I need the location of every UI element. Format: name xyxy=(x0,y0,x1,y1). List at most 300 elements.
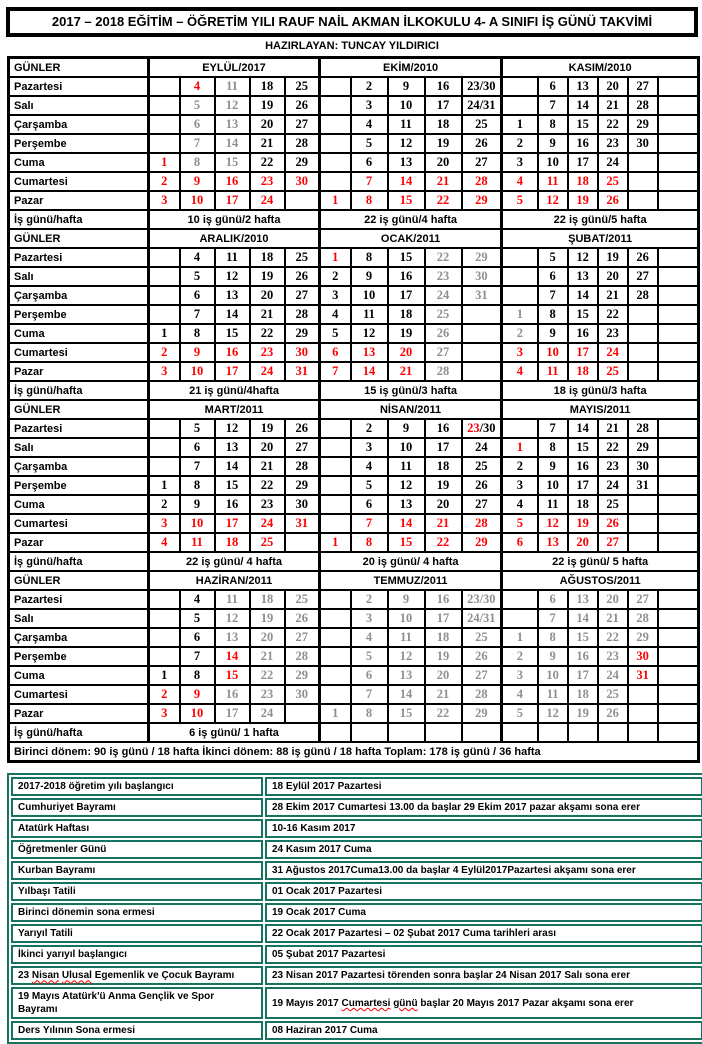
calendar-day-cell: 2 xyxy=(351,77,388,96)
calendar-day-cell: 18 xyxy=(250,77,285,96)
calendar-day-cell: 7 xyxy=(320,362,351,381)
calendar-day-cell: 14 xyxy=(568,96,598,115)
calendar-day-cell: 18 xyxy=(215,533,250,552)
calendar-day-cell: 7 xyxy=(351,514,388,533)
event-row xyxy=(11,903,702,922)
calendar-day-cell: 16 xyxy=(568,324,598,343)
calendar-day-cell xyxy=(658,153,699,172)
event-row xyxy=(11,777,702,796)
calendar-day-cell: 25 xyxy=(250,533,285,552)
calendar-day-cell xyxy=(658,96,699,115)
calendar-day-cell: 22 xyxy=(425,191,462,210)
calendar-day-cell: 30 xyxy=(285,343,320,362)
calendar-day-cell: 15 xyxy=(388,191,425,210)
calendar-day-cell xyxy=(658,457,699,476)
calendar-day-cell: 29 xyxy=(462,191,502,210)
calendar-day-cell: 28 xyxy=(285,457,320,476)
calendar-day-cell: 20 xyxy=(250,628,285,647)
calendar-day-cell xyxy=(149,590,180,609)
calendar-day-cell xyxy=(149,457,180,476)
calendar-day-cell: 28 xyxy=(462,514,502,533)
calendar-day-cell: 18 xyxy=(250,248,285,267)
calendar-day-cell: 19 xyxy=(250,96,285,115)
calendar-day-cell: 24/31 xyxy=(462,96,502,115)
calendar-day-cell: 18 xyxy=(568,172,598,191)
calendar-day-cell: 19 xyxy=(598,248,628,267)
calendar-day-cell: 9 xyxy=(180,172,215,191)
calendar-day-cell: 6 xyxy=(538,590,568,609)
calendar-day-cell: 16 xyxy=(425,419,462,438)
calendar-day-cell: 27 xyxy=(628,77,658,96)
spellcheck-wavy-word: Nisan xyxy=(31,970,60,982)
calendar-day-row xyxy=(9,495,699,514)
event-row xyxy=(11,924,702,943)
calendar-day-cell: 12 xyxy=(388,134,425,153)
calendar-day-cell: 26 xyxy=(462,476,502,495)
calendar-day-row xyxy=(9,647,699,666)
calendar-day-cell xyxy=(628,191,658,210)
period-summary: Birinci dönem: 90 iş günü / 18 hafta İkinci dönem: 88 iş günü / 18 hafta Toplam: 178 iş günü / 36 hafta xyxy=(9,742,699,762)
calendar-day-cell: 27 xyxy=(462,495,502,514)
calendar-day-cell: 26 xyxy=(425,324,462,343)
calendar-day-cell: 13 xyxy=(568,267,598,286)
calendar-day-cell: 20 xyxy=(425,153,462,172)
calendar-day-cell: 6 xyxy=(538,267,568,286)
calendar-day-cell: 6 xyxy=(180,438,215,457)
calendar-day-cell: 22 xyxy=(425,533,462,552)
calendar-day-cell: 6 xyxy=(502,533,538,552)
calendar-day-cell: 22 xyxy=(250,476,285,495)
calendar-day-cell: 29 xyxy=(285,324,320,343)
calendar-day-cell: 14 xyxy=(215,457,250,476)
event-row xyxy=(11,966,702,985)
calendar-day-cell: 18 xyxy=(425,457,462,476)
calendar-day-cell: 11 xyxy=(538,495,568,514)
calendar-day-cell: 26 xyxy=(598,514,628,533)
calendar-day-cell: 9 xyxy=(351,267,388,286)
events-table xyxy=(7,773,702,1044)
calendar-day-cell: 9 xyxy=(538,647,568,666)
event-value-cell: 28 Ekim 2017 Cumartesi 13.00 da başlar 29 Ekim 2017 pazar akşamı sona erer xyxy=(265,798,702,817)
calendar-day-cell: 2 xyxy=(320,267,351,286)
calendar-day-cell: 27 xyxy=(285,286,320,305)
event-value-cell: 23 Nisan 2017 Pazartesi törenden sonra başlar 24 Nisan 2017 Salı sona erer xyxy=(265,966,702,985)
calendar-day-cell xyxy=(658,134,699,153)
calendar-day-cell xyxy=(149,628,180,647)
calendar-day-cell xyxy=(320,495,351,514)
calendar-day-cell: 14 xyxy=(215,647,250,666)
calendar-day-cell xyxy=(149,305,180,324)
calendar-day-row xyxy=(9,191,699,210)
calendar-day-cell: 27 xyxy=(285,115,320,134)
calendar-day-cell: 23 xyxy=(250,343,285,362)
calendar-day-cell: 20 xyxy=(250,115,285,134)
calendar-day-cell: 23/30 xyxy=(462,590,502,609)
calendar-day-cell: 25 xyxy=(285,248,320,267)
calendar-day-row xyxy=(9,666,699,685)
calendar-day-cell: 19 xyxy=(250,267,285,286)
month-header: NİSAN/2011 xyxy=(320,400,502,419)
day-row-label: Perşembe xyxy=(9,476,149,495)
calendar-day-cell xyxy=(658,533,699,552)
calendar-day-cell: 21 xyxy=(250,457,285,476)
month-header: EKİM/2010 xyxy=(320,58,502,78)
day-row-label: Pazartesi xyxy=(9,419,149,438)
day-row-label: Cuma xyxy=(9,324,149,343)
calendar-day-cell: 11 xyxy=(215,77,250,96)
calendar-header-row xyxy=(9,58,699,78)
calendar-day-cell: 21 xyxy=(425,172,462,191)
calendar-day-row xyxy=(9,343,699,362)
calendar-day-cell: 4 xyxy=(320,305,351,324)
calendar-day-cell: 3 xyxy=(502,343,538,362)
calendar-day-row xyxy=(9,153,699,172)
event-value-cell: 10-16 Kasım 2017 xyxy=(265,819,702,838)
calendar-day-cell: 8 xyxy=(351,248,388,267)
workday-empty-cell xyxy=(320,723,351,742)
calendar-day-cell: 2 xyxy=(502,457,538,476)
calendar-day-cell: 25 xyxy=(425,305,462,324)
calendar-day-cell: 17 xyxy=(215,704,250,723)
calendar-day-row xyxy=(9,685,699,704)
calendar-day-cell: 19 xyxy=(425,134,462,153)
workday-row-label: İş günü/hafta xyxy=(9,552,149,571)
calendar-day-cell: 26 xyxy=(285,267,320,286)
calendar-day-cell: 6 xyxy=(351,153,388,172)
calendar-day-cell: 31 xyxy=(628,666,658,685)
calendar-day-cell: 10 xyxy=(388,609,425,628)
calendar-day-cell: 16 xyxy=(215,343,250,362)
calendar-day-cell: 16 xyxy=(215,495,250,514)
event-row xyxy=(11,945,702,964)
event-value-cell: 22 Ocak 2017 Pazartesi – 02 Şubat 2017 Cuma tarihleri arası xyxy=(265,924,702,943)
calendar-day-cell: 30 xyxy=(628,457,658,476)
calendar-day-cell xyxy=(658,115,699,134)
calendar-day-cell: 10 xyxy=(180,514,215,533)
calendar-day-cell: 8 xyxy=(538,628,568,647)
calendar-day-cell: 30 xyxy=(285,495,320,514)
calendar-day-cell: 27 xyxy=(628,590,658,609)
calendar-day-cell: 5 xyxy=(502,191,538,210)
calendar-day-cell: 15 xyxy=(568,438,598,457)
calendar-day-cell: 10 xyxy=(351,286,388,305)
calendar-day-cell: 25 xyxy=(598,495,628,514)
calendar-day-cell: 5 xyxy=(180,96,215,115)
calendar-day-cell: 22 xyxy=(425,248,462,267)
calendar-day-cell: 6 xyxy=(180,286,215,305)
calendar-day-cell xyxy=(628,495,658,514)
calendar-day-cell: 19 xyxy=(425,476,462,495)
day-row-label: Çarşamba xyxy=(9,457,149,476)
calendar-day-cell: 4 xyxy=(351,115,388,134)
calendar-day-cell: 17 xyxy=(215,514,250,533)
calendar-day-cell: 15 xyxy=(388,248,425,267)
calendar-day-cell: 9 xyxy=(538,457,568,476)
calendar-day-cell xyxy=(462,324,502,343)
event-label-cell: Cumhuriyet Bayramı xyxy=(11,798,263,817)
calendar-day-cell xyxy=(628,362,658,381)
calendar-day-cell: 21 xyxy=(425,514,462,533)
calendar-day-row xyxy=(9,115,699,134)
calendar-day-cell: 17 xyxy=(388,286,425,305)
calendar-day-cell xyxy=(320,647,351,666)
calendar-day-cell: 10 xyxy=(538,666,568,685)
calendar-day-cell xyxy=(658,609,699,628)
calendar-day-cell: 30 xyxy=(462,267,502,286)
calendar-day-cell xyxy=(320,685,351,704)
calendar-day-cell: 14 xyxy=(568,419,598,438)
calendar-day-cell: 15 xyxy=(568,305,598,324)
calendar-day-cell: 17 xyxy=(568,476,598,495)
calendar-day-cell: 4 xyxy=(180,248,215,267)
calendar-day-cell: 27 xyxy=(598,533,628,552)
day-row-label: Pazartesi xyxy=(9,590,149,609)
calendar-day-cell: 3 xyxy=(149,514,180,533)
calendar-day-cell xyxy=(628,153,658,172)
calendar-day-cell: 18 xyxy=(425,115,462,134)
workday-row-label: İş günü/hafta xyxy=(9,210,149,229)
event-row xyxy=(11,1021,702,1040)
calendar-day-cell: 2 xyxy=(149,685,180,704)
calendar-day-cell: 1 xyxy=(502,305,538,324)
calendar-day-cell: 8 xyxy=(180,476,215,495)
calendar-day-cell: 5 xyxy=(538,248,568,267)
calendar-day-cell: 13 xyxy=(538,533,568,552)
calendar-day-cell: 3 xyxy=(149,704,180,723)
calendar-day-cell: 4 xyxy=(502,495,538,514)
calendar-day-cell: 12 xyxy=(568,248,598,267)
calendar-day-cell: 1 xyxy=(149,324,180,343)
calendar-day-cell: 28 xyxy=(628,419,658,438)
event-row xyxy=(11,861,702,880)
calendar-day-cell: 3 xyxy=(320,286,351,305)
calendar-day-cell: 23 xyxy=(598,134,628,153)
day-number: 23 xyxy=(467,420,480,435)
calendar-day-cell: 25 xyxy=(285,590,320,609)
calendar-day-cell: 24 xyxy=(250,704,285,723)
workday-summary-row xyxy=(9,723,699,742)
day-row-label: Cumartesi xyxy=(9,685,149,704)
calendar-day-cell: 20 xyxy=(598,267,628,286)
calendar-day-cell xyxy=(628,704,658,723)
calendar-day-cell: 4 xyxy=(502,685,538,704)
calendar-day-cell xyxy=(502,590,538,609)
calendar-day-cell: 3 xyxy=(502,476,538,495)
month-header: MART/2011 xyxy=(149,400,320,419)
calendar-day-cell: 18 xyxy=(425,628,462,647)
calendar-day-cell: 6 xyxy=(351,666,388,685)
period-summary-row xyxy=(9,742,699,762)
calendar-day-cell: 15 xyxy=(568,628,598,647)
calendar-day-row xyxy=(9,134,699,153)
calendar-day-cell xyxy=(502,419,538,438)
calendar-day-cell: 8 xyxy=(351,533,388,552)
calendar-day-cell: 18 xyxy=(568,362,598,381)
calendar-day-cell: 7 xyxy=(538,286,568,305)
calendar-day-cell: 27 xyxy=(285,628,320,647)
workday-empty-cell xyxy=(598,723,628,742)
workday-summary-cell: 18 iş günü/3 hafta xyxy=(502,381,699,400)
calendar-day-cell xyxy=(658,191,699,210)
calendar-day-cell: 8 xyxy=(180,666,215,685)
calendar-day-cell: 12 xyxy=(215,419,250,438)
calendar-day-cell: 3 xyxy=(149,191,180,210)
calendar-day-cell: 7 xyxy=(538,419,568,438)
calendar-day-cell: 31 xyxy=(628,476,658,495)
calendar-day-cell: 9 xyxy=(180,495,215,514)
page-title: 2017 – 2018 EĞİTİM – ÖĞRETİM YILI RAUF NAİL AKMAN İLKOKULU 4- A SINIFI İŞ GÜNÜ TAKVİMİ xyxy=(7,8,697,36)
days-header-cell: GÜNLER xyxy=(9,571,149,590)
calendar-day-cell xyxy=(658,590,699,609)
calendar-day-cell: 19 xyxy=(568,191,598,210)
calendar-day-cell: 22 xyxy=(598,438,628,457)
calendar-day-cell xyxy=(502,77,538,96)
month-header: EYLÜL/2017 xyxy=(149,58,320,78)
calendar-day-cell: 19 xyxy=(568,514,598,533)
calendar-day-cell: 25 xyxy=(285,77,320,96)
calendar-day-cell: 20 xyxy=(425,666,462,685)
calendar-day-cell: 2 xyxy=(149,172,180,191)
calendar-day-cell: 1 xyxy=(320,191,351,210)
days-header-cell: GÜNLER xyxy=(9,58,149,78)
calendar-day-cell: 30 xyxy=(628,134,658,153)
calendar-day-cell: 24 xyxy=(598,666,628,685)
calendar-day-cell: 26 xyxy=(462,647,502,666)
calendar-day-cell: 4 xyxy=(180,590,215,609)
calendar-day-cell: 16 xyxy=(568,647,598,666)
calendar-day-cell: 4 xyxy=(502,172,538,191)
workday-summary-row xyxy=(9,210,699,229)
calendar-day-cell: 31 xyxy=(285,514,320,533)
calendar-day-cell: 19 xyxy=(568,704,598,723)
calendar-day-cell xyxy=(285,704,320,723)
workday-row-label: İş günü/hafta xyxy=(9,723,149,742)
calendar-day-cell xyxy=(320,419,351,438)
calendar-day-cell: 21 xyxy=(598,286,628,305)
calendar-day-cell: 29 xyxy=(462,704,502,723)
calendar-day-cell: 14 xyxy=(215,134,250,153)
calendar-day-cell: 8 xyxy=(538,305,568,324)
calendar-day-row xyxy=(9,476,699,495)
workday-empty-cell xyxy=(628,723,658,742)
spellcheck-wavy-word: Ulusal xyxy=(61,970,92,982)
calendar-day-cell: 19 xyxy=(388,324,425,343)
calendar-day-cell: 10 xyxy=(180,191,215,210)
calendar-day-cell xyxy=(149,419,180,438)
day-row-label: Perşembe xyxy=(9,134,149,153)
calendar-day-cell: 14 xyxy=(388,514,425,533)
calendar-day-cell: 6 xyxy=(351,495,388,514)
calendar-day-cell xyxy=(628,533,658,552)
workday-empty-cell xyxy=(388,723,425,742)
day-row-label: Pazar xyxy=(9,362,149,381)
calendar-day-cell: 7 xyxy=(180,134,215,153)
calendar-day-cell: 9 xyxy=(388,419,425,438)
calendar-day-cell: 27 xyxy=(462,666,502,685)
calendar-day-cell: 19 xyxy=(250,419,285,438)
calendar-day-row xyxy=(9,305,699,324)
calendar-day-cell: 3 xyxy=(502,153,538,172)
calendar-day-row xyxy=(9,438,699,457)
month-header: MAYIS/2011 xyxy=(502,400,699,419)
calendar-day-cell: 22 xyxy=(250,324,285,343)
workday-empty-cell xyxy=(425,723,462,742)
calendar-day-cell xyxy=(149,609,180,628)
calendar-day-cell: 23/30 xyxy=(462,77,502,96)
event-value-cell: 18 Eylül 2017 Pazartesi xyxy=(265,777,702,796)
calendar-day-cell: 11 xyxy=(388,457,425,476)
day-row-label: Pazartesi xyxy=(9,77,149,96)
month-header: ARALIK/2010 xyxy=(149,229,320,248)
calendar-day-cell: 11 xyxy=(538,172,568,191)
day-row-label: Cuma xyxy=(9,666,149,685)
calendar-day-cell: 17 xyxy=(425,96,462,115)
day-row-label: Perşembe xyxy=(9,647,149,666)
calendar-day-cell: 25 xyxy=(462,628,502,647)
calendar-day-cell xyxy=(658,248,699,267)
event-value-cell: 31 Ağustos 2017Cuma13.00 da başlar 4 Eylül2017Pazartesi akşamı sona erer xyxy=(265,861,702,880)
events-body xyxy=(11,777,702,1040)
event-row xyxy=(11,819,702,838)
calendar-day-cell: 5 xyxy=(351,134,388,153)
day-row-label: Salı xyxy=(9,267,149,286)
day-row-label: Salı xyxy=(9,609,149,628)
calendar-day-cell: 11 xyxy=(351,305,388,324)
event-value-cell: 08 Haziran 2017 Cuma xyxy=(265,1021,702,1040)
calendar-day-cell: 2 xyxy=(502,134,538,153)
calendar-day-cell: 10 xyxy=(180,704,215,723)
event-label-cell: 23 Nisan Ulusal Egemenlik ve Çocuk Bayramı xyxy=(11,966,263,985)
calendar-day-cell: 29 xyxy=(285,476,320,495)
calendar-day-cell: 15 xyxy=(568,115,598,134)
calendar-day-cell: 6 xyxy=(320,343,351,362)
calendar-day-cell: 22 xyxy=(250,153,285,172)
calendar-day-cell: 26 xyxy=(285,419,320,438)
workday-empty-cell xyxy=(502,723,538,742)
calendar-day-cell xyxy=(462,362,502,381)
event-value-cell: 01 Ocak 2017 Pazartesi xyxy=(265,882,702,901)
calendar-day-cell: 25 xyxy=(598,362,628,381)
calendar-day-cell: 12 xyxy=(388,476,425,495)
calendar-day-cell: 26 xyxy=(598,704,628,723)
calendar-day-row xyxy=(9,172,699,191)
calendar-day-cell: 13 xyxy=(215,286,250,305)
calendar-day-cell: 2 xyxy=(149,343,180,362)
day-row-label: Cumartesi xyxy=(9,172,149,191)
school-calendar-table xyxy=(7,56,700,763)
calendar-day-cell: 14 xyxy=(568,286,598,305)
calendar-day-cell xyxy=(628,324,658,343)
calendar-day-cell: 20 xyxy=(425,495,462,514)
event-label-cell: İkinci yarıyıl başlangıcı xyxy=(11,945,263,964)
calendar-day-cell: 20 xyxy=(250,286,285,305)
day-row-label: Çarşamba xyxy=(9,628,149,647)
days-header-cell: GÜNLER xyxy=(9,229,149,248)
calendar-day-cell: 8 xyxy=(351,191,388,210)
workday-empty-cell xyxy=(351,723,388,742)
calendar-day-cell xyxy=(658,704,699,723)
month-header: TEMMUZ/2011 xyxy=(320,571,502,590)
calendar-day-cell: 27 xyxy=(628,267,658,286)
calendar-day-cell: 23 xyxy=(425,267,462,286)
calendar-day-row xyxy=(9,628,699,647)
calendar-day-cell: 17 xyxy=(568,343,598,362)
calendar-day-cell: 21 xyxy=(598,609,628,628)
calendar-day-cell: 21 xyxy=(250,647,285,666)
month-header: OCAK/2011 xyxy=(320,229,502,248)
calendar-day-cell xyxy=(658,305,699,324)
calendar-day-cell xyxy=(320,153,351,172)
